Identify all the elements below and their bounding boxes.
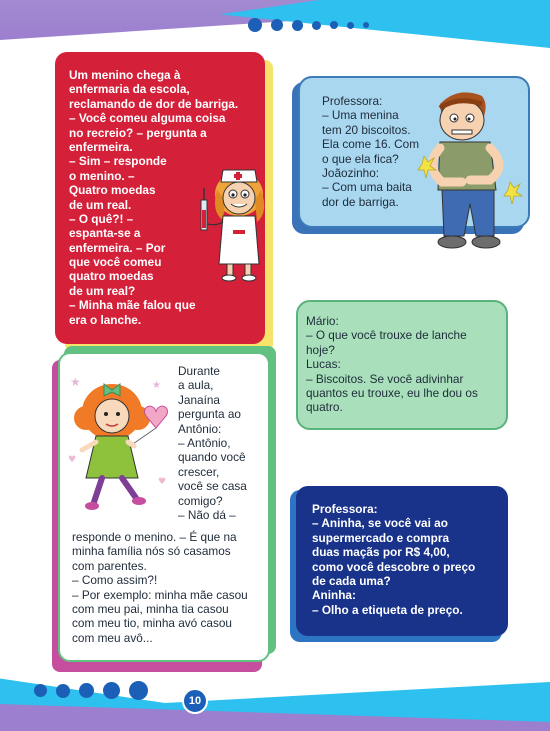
bottom-dots-decoration: [34, 681, 148, 700]
joke-text-top: Durante a aula, Janaína pergunta ao Antônio: – Antônio, quando você crescer, você se casa comigo? – Não dá –: [178, 364, 247, 522]
top-dots-decoration: [248, 18, 369, 32]
joke-text: Professora: – Aninha, se você vai ao supermercado e compra duas maçãs por R$ 4,00, como você descobre o preço de cada uma? Aninha: – Olho a etiqueta de preço.: [312, 502, 476, 617]
joke-card-apples: [296, 486, 508, 636]
joke-text: Mário: – O que você trouxe de lanche hoje? Lucas: – Biscoitos. Se você adivinhar quantos eu trouxe, eu lhe dou os quatro.: [306, 314, 478, 415]
joke-text: Professora: – Uma menina tem 20 biscoitos. Ela come 16. Com o que ela fica? Joãozinho: – Com uma baita dor de barriga.: [322, 94, 420, 209]
joke-text: Um menino chega à enfermaria da escola, reclamando de dor de barriga. – Você comeu alguma coisa no recreio? – pergunta a enfermeira. – Sim – responde o menino. – Quatro moedas de um real. – O quê?! – espanta-se a enfermeira. – Por que você comeu quatro moedas de um real? – Minha mãe falou que era o lanche.: [69, 68, 239, 327]
joke-card-marriage: [58, 352, 270, 662]
svg-text:★: ★: [70, 375, 81, 389]
boy-stomachache-illustration: [418, 86, 528, 256]
girl-heart-illustration: [64, 366, 174, 526]
nurse-illustration: [195, 160, 271, 282]
page-number: 10: [182, 688, 208, 714]
joke-card-lunch: [296, 300, 508, 430]
svg-text:♥: ♥: [158, 477, 167, 487]
joke-text-bottom: responde o menino. – É que na minha família nós só casamos com parentes. – Como assim?! – Por exemplo: minha mãe casou com meu pai, minha tia casou com meu tio, minha avó casou com meu avô...: [72, 530, 248, 645]
svg-text:♥: ♥: [68, 455, 77, 465]
svg-text:★: ★: [152, 380, 161, 391]
joke-card-nurse: [55, 52, 265, 344]
